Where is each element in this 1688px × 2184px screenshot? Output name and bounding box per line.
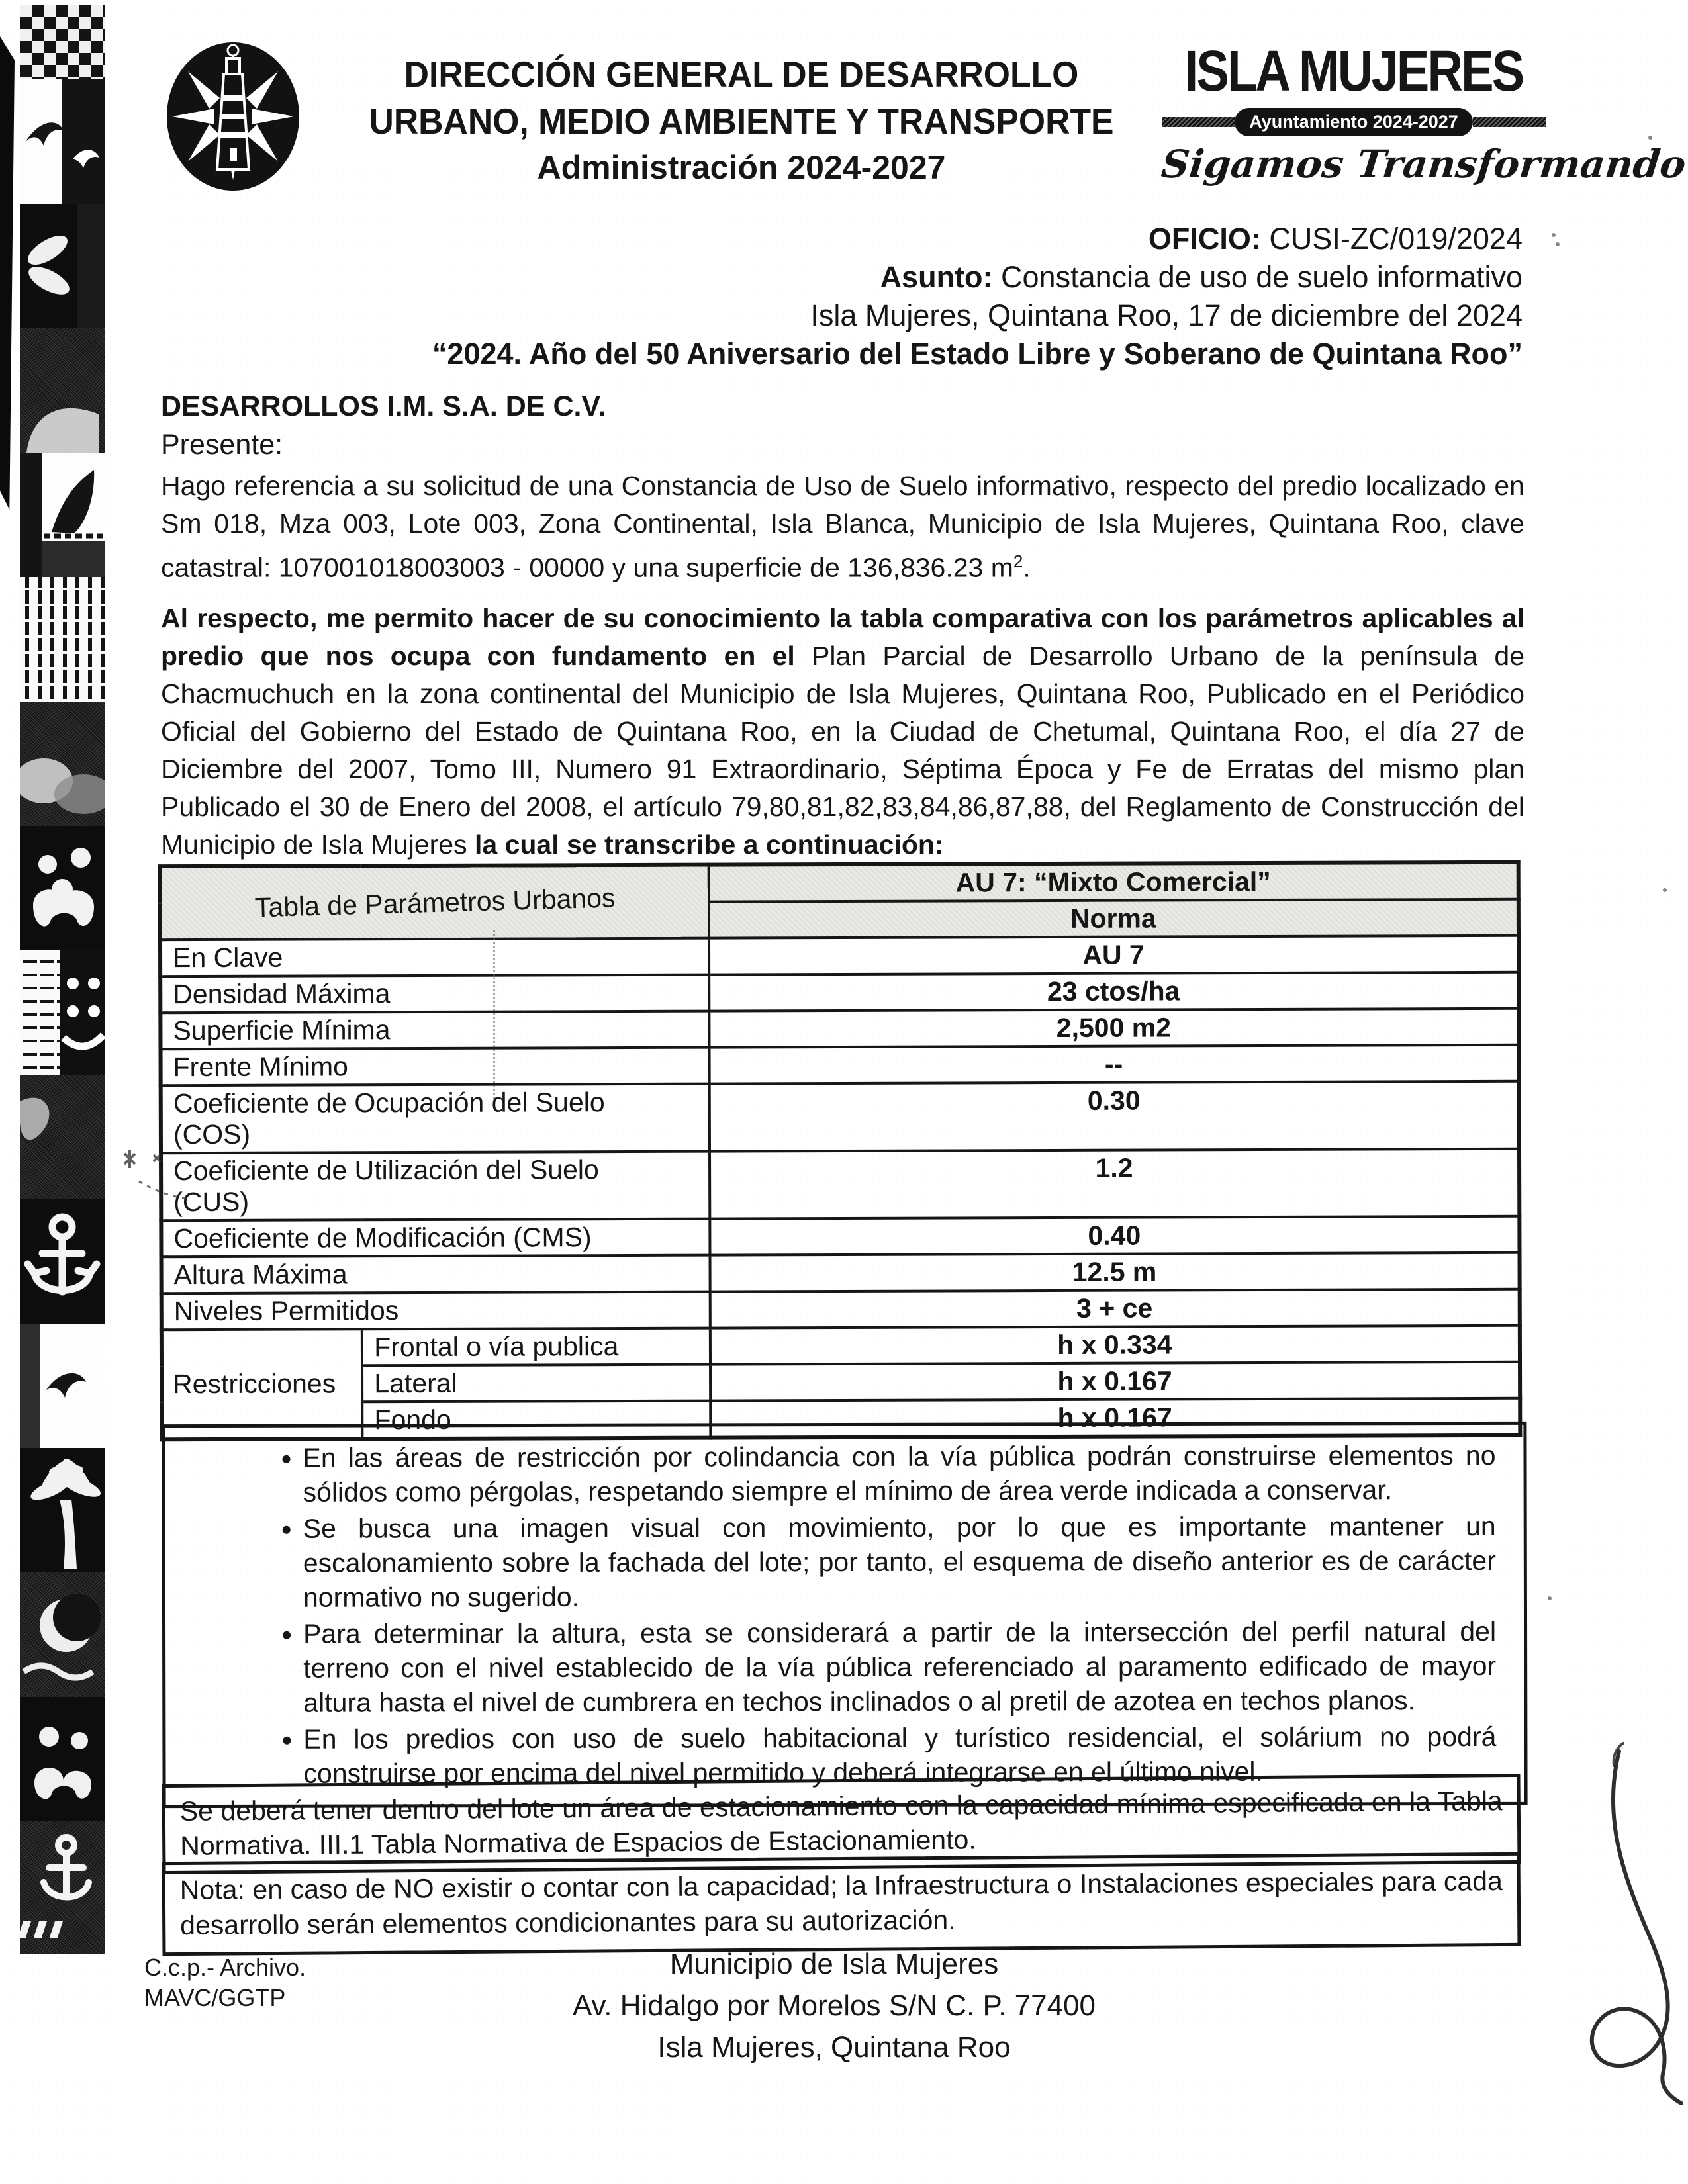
cloud-bumps-icon <box>20 702 105 826</box>
row-value: 23 ctos/ha <box>709 972 1519 1011</box>
restriction-row-value: h x 0.334 <box>710 1326 1520 1365</box>
moon-waves-icon <box>20 1572 105 1697</box>
p1-period: . <box>1023 552 1031 583</box>
p2-seg1: Al respecto, me permito hacer de su conocimiento la tabla comparativa con los parámetros aplicables al predio que nos ocupa con fundamento en el <box>161 603 1524 671</box>
table-header-norma: Norma <box>709 899 1519 938</box>
banner-bar-left <box>1162 117 1235 127</box>
person-pair-icon <box>20 1697 105 1821</box>
banner-label: Ayuntamiento 2024-2027 <box>1235 108 1473 136</box>
asunto-label: Asunto: <box>880 260 993 294</box>
banner-bar-right <box>1473 117 1546 127</box>
family-icon <box>20 826 105 950</box>
anchor-dots-icon <box>20 1821 105 1954</box>
parking-requirement-box: Se deberá tener dentro del lote un área de estacionamiento con la capacidad mínima especificada en la Tabla Normativa. III.1 Tabla Normativa de Espacios de Estacionamiento. <box>162 1774 1521 1874</box>
notes-list <box>165 1425 1524 1805</box>
footer-address <box>450 1943 1218 2068</box>
restriction-row-value: h x 0.167 <box>710 1362 1520 1401</box>
restriction-row-label: Lateral <box>362 1365 710 1402</box>
note-item: • En las áreas de restricción por colindancia con la vía pública podrán construirse elementos no sólidos como pérgolas, respetando siempre el mínimo de área verde indicada a conservar. <box>303 1438 1495 1510</box>
row-value: 1.2 <box>710 1149 1519 1219</box>
isla-mujeres-brand <box>1159 38 1688 187</box>
table-header-left: Tabla de Parámetros Urbanos <box>160 865 709 940</box>
normative-notes-box <box>162 1422 1527 1808</box>
lighthouse-compass-logo-icon <box>164 34 303 193</box>
row-label: Superficie Mínima <box>160 1011 709 1050</box>
p2-seg2: Plan Parcial de Desarrollo Urbano de la península de Chacmuchuch en la zona continental del Municipio de Isla Mujeres, Quintana Roo, Publicado en el Periódico Oficial del Gobierno del Estado de Quintana Roo, en la Ciudad de Chetumal, Quintana Roo, el día 27 de Diciembre del 2007, Tomo III, Numero 91 Extraordinario, Séptima Época y Fe de Erratas del mismo plan Publicado el 30 de Enero del 2008, el artículo 79,80,81,82,83,84,86,87,88, del Reglamento de Construcción del Municipio de Isla Mujeres <box>161 641 1524 860</box>
restriction-row-label: Fondo <box>362 1401 710 1439</box>
title-line-2: URBANO, MEDIO AMBIENTE Y TRANSPORTE <box>369 101 1114 142</box>
row-label: Coeficiente de Utilización del Suelo (CUS) <box>161 1152 710 1221</box>
ccp-line-1: C.c.p.- Archivo. <box>144 1954 306 1981</box>
leaf-pair-icon <box>20 204 105 328</box>
scan-speck <box>1648 136 1652 140</box>
footer-municipio: Municipio de Isla Mujeres <box>669 1948 999 1980</box>
scan-fold-line <box>493 930 495 1099</box>
title-line-3: Administración 2024-2027 <box>537 149 946 186</box>
row-label: Niveles Permitidos <box>162 1292 710 1330</box>
decorative-side-strip <box>20 5 105 1991</box>
scan-speck <box>1552 233 1556 237</box>
paragraph-1 <box>161 467 1524 587</box>
checker-icon <box>20 5 105 79</box>
p1-text: Hago referencia a su solicitud de una Constancia de Uso de Suelo informativo, respecto del predio localizado en Sm 018, Mza 003, Lote 003, Zona Continental, Isla Blanca, Municipio de Isla Mujeres, Quintana Roo, clave catastral: 107001018003003 - 00000 y una superficie de 136,836.23 m <box>161 471 1524 583</box>
pen-signature-stroke <box>1501 1739 1688 2110</box>
recipient-block <box>161 387 606 464</box>
urban-parameters-table <box>158 860 1523 1441</box>
year-legend: “2024. Año del 50 Aniversario del Estado Libre y Soberano de Quintana Roo” <box>432 337 1523 371</box>
row-label: Coeficiente de Ocupación del Suelo (COS) <box>161 1084 710 1154</box>
oficio-line <box>397 220 1523 258</box>
brand-slogan: Sigamos Transformando <box>1159 142 1688 187</box>
superscript-2: 2 <box>1013 551 1023 571</box>
row-value: -- <box>709 1045 1519 1084</box>
note-item: • Para determinar la altura, esta se considerará a partir de la intersección del perfil natural del terreno con el nivel establecido de la vía pública referenciado al paramento edificado de mayor altura hasta el nivel de cumbrera en techos inclinados o al pretil de azotea en techos planos. <box>303 1614 1496 1720</box>
asunto-value: Constancia de uso de suelo informativo <box>992 260 1523 294</box>
footer-city: Isla Mujeres, Quintana Roo <box>657 2031 1011 2064</box>
anchor-icon <box>20 1199 105 1324</box>
shark-fin-icon <box>20 453 105 577</box>
restriction-row-value: h x 0.167 <box>710 1398 1520 1438</box>
oficio-label: OFICIO: <box>1148 222 1261 255</box>
note-item: • Se busca una imagen visual con movimiento, por lo que es importante mantener un escalonamiento sobre la fachada del lote; por tanto, el esquema de diseño anterior es de carácter normativo no sugerido. <box>303 1509 1496 1615</box>
bird-icon <box>20 79 105 204</box>
p2-seg3: la cual se transcribe a continuación: <box>474 829 944 860</box>
palm-icon <box>20 1448 105 1572</box>
bird2-icon <box>20 1324 105 1448</box>
row-label: Densidad Máxima <box>160 975 709 1013</box>
scan-speck <box>1548 1596 1552 1600</box>
row-label: Frente Mínimo <box>161 1048 710 1086</box>
row-value: 0.30 <box>710 1081 1519 1152</box>
brand-banner <box>1162 108 1546 136</box>
ccp-block <box>144 1952 306 2013</box>
dateline: Isla Mujeres, Quintana Roo, 17 de diciembre del 2024 <box>810 298 1523 332</box>
row-label: Altura Máxima <box>161 1255 710 1294</box>
note-item: • En los predios con uso de suelo habitacional y turístico residencial, el solárium no podrá construirse por encima del nivel permitido y deberá integrarse en el último nivel. <box>303 1719 1496 1791</box>
row-label: En Clave <box>160 938 709 977</box>
title-line-1: DIRECCIÓN GENERAL DE DESARROLLO <box>404 54 1079 95</box>
recipient-salutation: Presente: <box>161 429 283 461</box>
margin-scribble <box>113 1135 212 1208</box>
nota-box: Nota: en caso de NO existir o contar con la capacidad; la Infraestructura o Instalaciones especiales para cada desarrollo serán elementos condicionantes para su autorización. <box>162 1852 1521 1956</box>
dash-columns-icon <box>20 577 105 702</box>
restriction-row-label: Frontal o vía publica <box>362 1328 710 1366</box>
footer-street: Av. Hidalgo por Morelos S/N C. P. 77400 <box>573 1989 1096 2022</box>
scan-speck <box>1556 242 1560 246</box>
scan-edge-artifact <box>0 36 15 510</box>
recipient-name: DESARROLLOS I.M. S.A. DE C.V. <box>161 390 606 422</box>
dots-smile-icon <box>20 950 105 1075</box>
letter-meta <box>397 220 1523 373</box>
brand-wordmark: ISLA MUJERES <box>1184 38 1523 104</box>
asunto-line <box>397 258 1523 296</box>
ccp-line-2: MAVC/GGTP <box>144 1984 286 2011</box>
scan-speck <box>1663 888 1667 892</box>
arc-icon <box>20 328 105 453</box>
row-value: 3 + ce <box>710 1289 1520 1328</box>
oficio-value: CUSI-ZC/019/2024 <box>1260 222 1523 255</box>
row-label: Coeficiente de Modificación (CMS) <box>161 1219 710 1257</box>
blob-icon <box>20 1075 105 1199</box>
row-value: 0.40 <box>710 1216 1519 1255</box>
row-value: 12.5 m <box>710 1253 1519 1292</box>
letterhead-title <box>311 53 1172 187</box>
row-value: AU 7 <box>709 936 1519 975</box>
row-value: 2,500 m2 <box>709 1009 1519 1048</box>
table-header-zone: AU 7: “Mixto Comercial” <box>709 862 1519 902</box>
restrictions-label: Restricciones <box>162 1329 363 1439</box>
paragraph-2 <box>161 600 1524 864</box>
